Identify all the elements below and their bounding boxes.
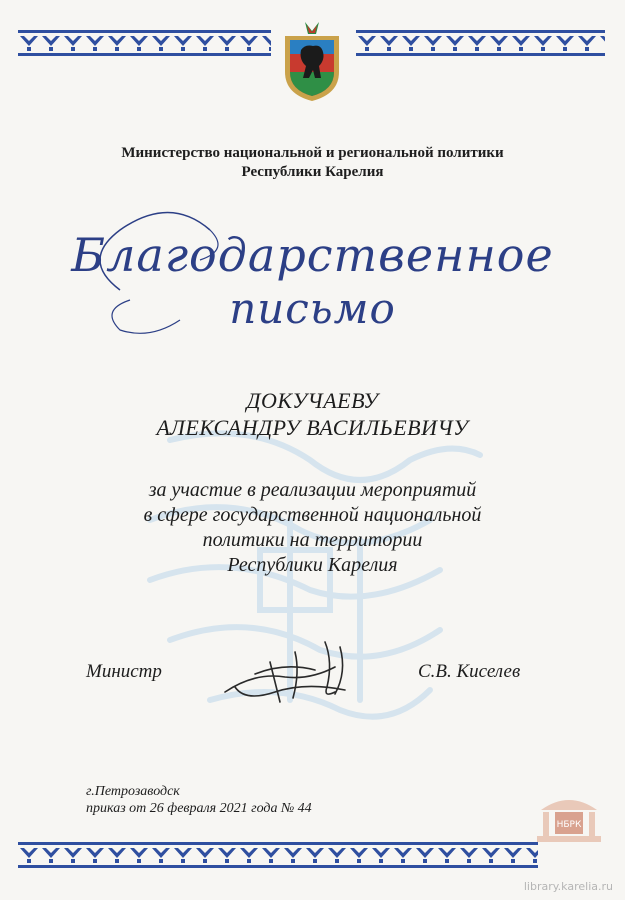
- library-url: library.karelia.ru: [523, 880, 613, 893]
- recipient-surname: ДОКУЧАЕВУ: [246, 388, 379, 413]
- ministry-name: Министерство национальной и региональной политики: [121, 145, 504, 161]
- library-logo-icon: [533, 790, 605, 848]
- reason-line-3: политики на территории: [202, 529, 423, 551]
- handwritten-signature-icon: [215, 632, 385, 712]
- signatory-name: С.В. Киселев: [418, 661, 521, 682]
- coat-of-arms-icon: [283, 22, 341, 102]
- reason-line-1: за участие в реализации мероприятий: [148, 479, 477, 501]
- title-line-2: письмо: [229, 284, 396, 333]
- reason-line-4: Республики Карелия: [227, 554, 398, 576]
- bottom-ornament: [18, 842, 538, 868]
- footer-order: приказ от 26 февраля 2021 года № 44: [86, 801, 312, 816]
- reason-line-2: в сфере государственной национальной: [143, 504, 482, 526]
- footer-city: г.Петрозаводск: [86, 784, 180, 799]
- recipient-name: АЛЕКСАНДРУ ВАСИЛЬЕВИЧУ: [156, 415, 469, 440]
- top-right-ornament: [356, 30, 605, 56]
- ministry-region: Республики Карелия: [241, 164, 384, 180]
- title-line-1: Благодарственное: [71, 228, 554, 282]
- signatory-role: Министр: [86, 661, 162, 682]
- top-left-ornament: [18, 30, 271, 56]
- svg-text:НБРК: НБРК: [556, 820, 582, 830]
